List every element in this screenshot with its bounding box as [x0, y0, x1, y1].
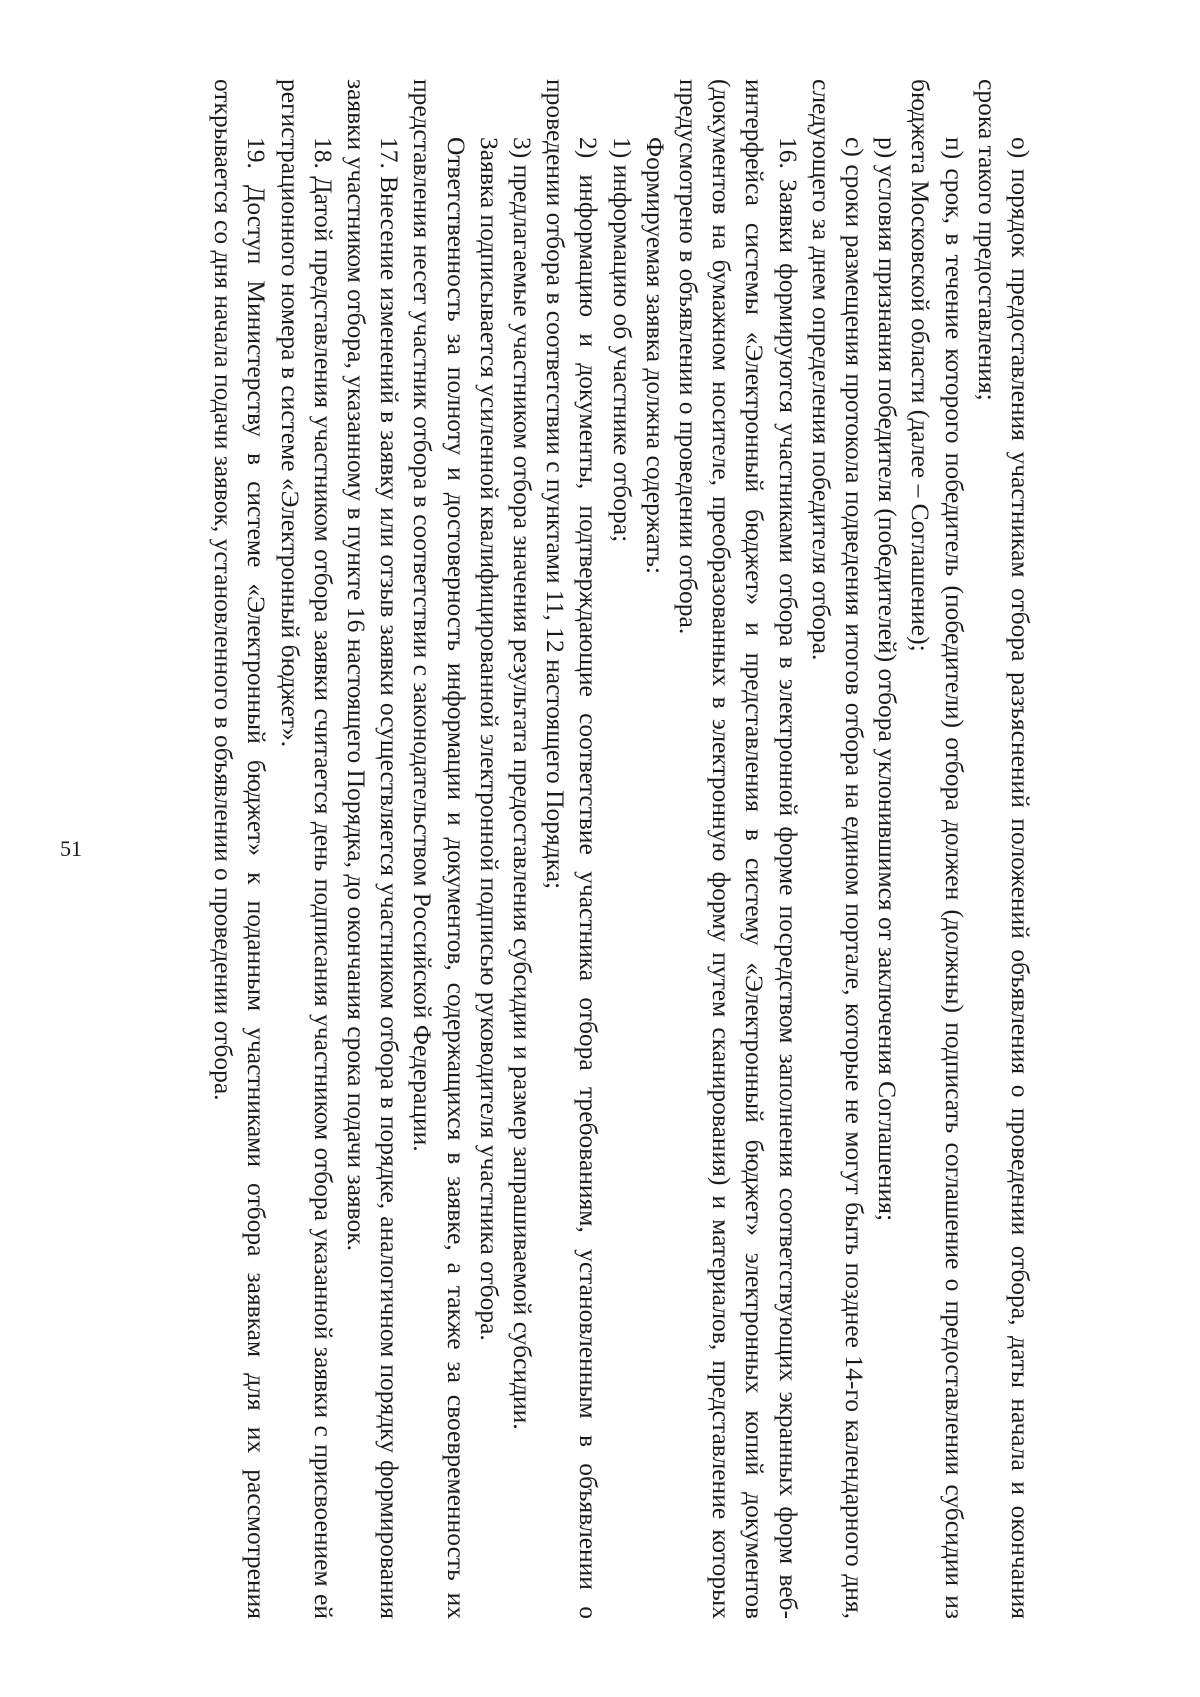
- paragraph-r: р) условия признания победителя (победителей) отбора уклонившимся от заключения Соглашения;: [873, 137, 903, 1222]
- paragraph-s: с) сроки размещения протокола подведения итогов отбора на едином портале, которые не могут быть позднее 14-го календарного дня, следующего за днем определения победителя отбора.: [806, 79, 869, 1619]
- document-body: [207, 79, 1037, 1619]
- paragraph-16: 16. Заявки формируются участниками отбора в электронной форме посредством заполнения соответствующих экранных форм веб-интерфейса системы «Электронный бюджет» и представления в систему «Электронный бюджет» электронных копий документов (документов на бумажном носителе, преобразованных в электронную форму путем сканирования) и материалов, представление которых предусмотрено в объявлении о проведении отбора.: [673, 79, 803, 1619]
- paragraph-17: 17. Внесение изменений в заявку или отзыв заявки осуществляется участником отбора в порядке, аналогичном порядку формирования заявки участником отбора, указанному в пункте 16 настоящего Порядка, до окончания срока подачи заявок.: [341, 79, 405, 1619]
- paragraph-18: 18. Датой представления участником отбора заявки считается день подписания участником отбора указанной заявки с присвоением ей регистрационного номера в системе «Электронный бюджет».: [275, 79, 338, 1619]
- page-number: 51: [60, 836, 82, 861]
- paragraph-o: о) порядок предоставления участникам отбора разъяснений положений объявления о проведении отбора, даты начала и окончания срока такого предоставления;: [972, 79, 1035, 1619]
- list-item-1: 1) информацию об участнике отбора;: [607, 137, 637, 543]
- list-item-2: 2) информацию и документы, подтверждающие соответствие участника отбора требованиям, установленным в объявлении о проведении отбора в соответствии с пунктами 11, 12 настоящего Порядка;: [541, 79, 604, 1619]
- paragraph-19: 19. Доступ Министерству в системе «Электронный бюджет» к поданным участниками отбора заявкам для их рассмотрения открывается со дня начала подачи заявок, установленного в объявлении о проведении отбора.: [209, 79, 272, 1619]
- paragraph-application-contents: Формируемая заявка должна содержать:: [640, 137, 670, 575]
- paragraph-p: п) срок, в течение которого победитель (победители) отбора должен (должны) подписать соглашение о предоставлении субсидии из бюджета Московской области (далее – Соглашение);: [906, 79, 969, 1619]
- paragraph-signature: Заявка подписывается усиленной квалифицированной электронной подписью руководителя участника отбора.: [474, 137, 504, 1341]
- rotated-page-content: [157, 79, 1037, 1619]
- paragraph-responsibility: Ответственность за полноту и достоверность информации и документов, содержащихся в заявке, а также за своевременность их представления несет участник отбора в соответствии с законодательством Российской Федерации.: [408, 79, 471, 1619]
- list-item-3: 3) предлагаемые участником отбора значения результата предоставления субсидии и размер запрашиваемой субсидии.: [507, 137, 537, 1430]
